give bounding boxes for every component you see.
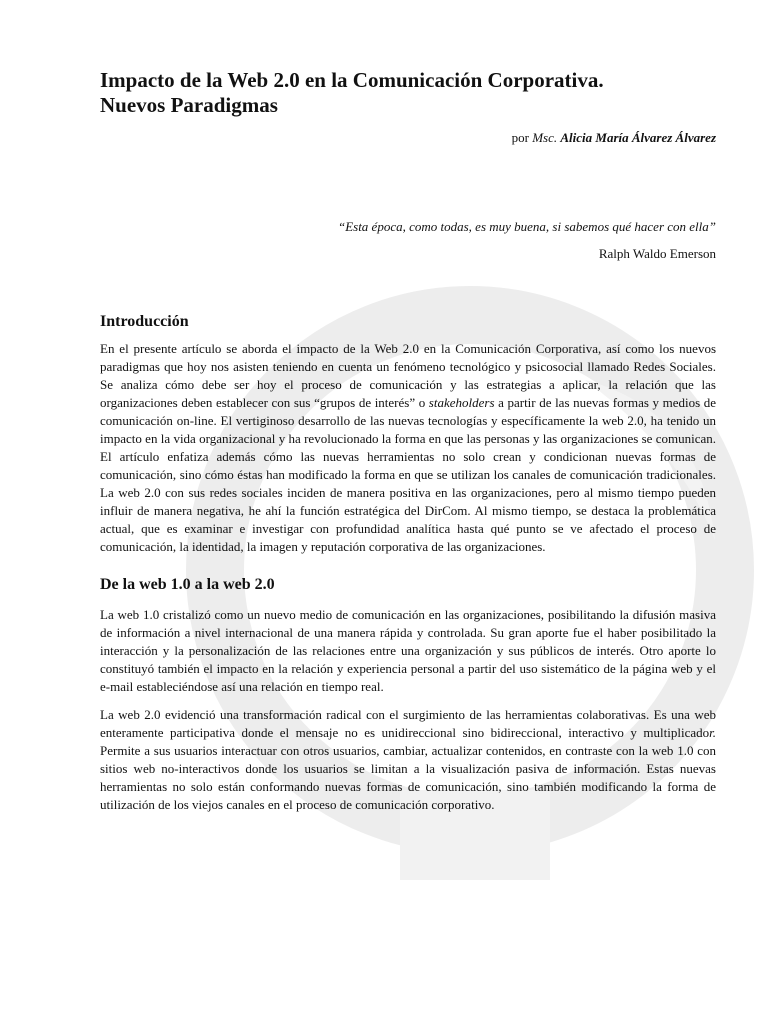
document-title [100, 68, 716, 118]
epigraph-quote: “Esta época, como todas, es muy buena, si sabemos qué hacer con ella” [337, 219, 716, 234]
author-degree: Msc. [532, 130, 558, 145]
web-paragraph-1: La web 1.0 cristalizó como un nuevo medio de comunicación en las organizaciones, posibilitando la difusión masiva de información a nivel internacional de una manera rápida y controlada. Su gran aporte fue el haber posibilitado la interacción y la personalización de las relaciones entre una organización y sus públicos de interés. Otro aporte lo constituyó también el impacto en la relación y experiencia personal a partir del uso sistemático de la página web y el e-mail estableciéndose así una relación en tiempo real. [100, 607, 716, 694]
web-text-2: Permite a sus usuarios interactuar con otros usuarios, cambiar, actualizar contenidos, en contraste con la web 1.0 con sitios web no-interactivos donde los usuarios se limitan a la visualización pasiva de información. Estas nuevas herramientas no solo están conformando nuevas formas de comunicación, sino también modificando la forma de utilización de los viejos canales en el proceso de comunicación corporativo. [100, 743, 716, 812]
intro-text-2: a partir de las nuevas formas y medios de comunicación on-line. El vertiginoso desarrollo de las nuevas tecnologías y específicamente la web 2.0, ha tenido un impacto en la vida organizacional y ha revolucionado la forma en que las personas y las organizaciones se comunican. El artículo enfatiza además cómo las nuevas herramientas no solo crean y condicionan nuevas formas de comunicación, sino cómo éstas han modificado la forma en que se utilizan los canales de comunicación tradicionales. La web 2.0 con sus redes sociales inciden de manera positiva en las organizaciones, pero al mismo tiempo pueden influir de manera negativa, he ahí la función estratégica del DirCom. Al mismo tiempo, se destaca la problemática actual, que es examinar e investigar con profundidad analítica hasta qué punto se ve afectado el proceso de comunicación, la identidad, la imagen y reputación corporativa de las organizaciones. [100, 395, 716, 554]
intro-text-1: En el presente artículo se aborda el impacto de la Web 2.0 en la Comunicación Corporativa, así como los nuevos paradigmas que hoy nos asisten teniendo en cuenta un fenómeno tecnológico y psicosocial llamado Redes Sociales. Se analiza cómo debe ser hoy el proceso de comunicación y las estrategias a aplicar, la relación que las organizaciones deben establecer con sus “grupos de interés” o [100, 341, 716, 410]
title-line-1: Impacto de la Web 2.0 en la Comunicación Corporativa. [100, 68, 604, 92]
section-heading-web: De la web 1.0 a la web 2.0 [100, 576, 275, 593]
document-page [100, 68, 716, 814]
section-heading-intro: Introducción [100, 313, 189, 330]
epigraph-attribution: Ralph Waldo Emerson [598, 246, 716, 261]
intro-paragraph [100, 340, 716, 556]
title-line-2: Nuevos Paradigmas [100, 93, 278, 117]
author-prefix: por [511, 130, 533, 145]
author-byline [100, 130, 716, 146]
author-name: Alicia María Álvarez Álvarez [560, 130, 716, 145]
intro-text-italic: stakeholders [428, 395, 495, 410]
web-text-italic: r. [709, 725, 716, 740]
web-text-1: La web 2.0 evidenció una transformación radical con el surgimiento de las herramientas colaborativas. Es una web enteramente participativa donde el mensaje no es unidireccional sino bidireccional, interactivo y multiplicado [100, 707, 716, 740]
web-paragraph-2 [100, 706, 716, 814]
